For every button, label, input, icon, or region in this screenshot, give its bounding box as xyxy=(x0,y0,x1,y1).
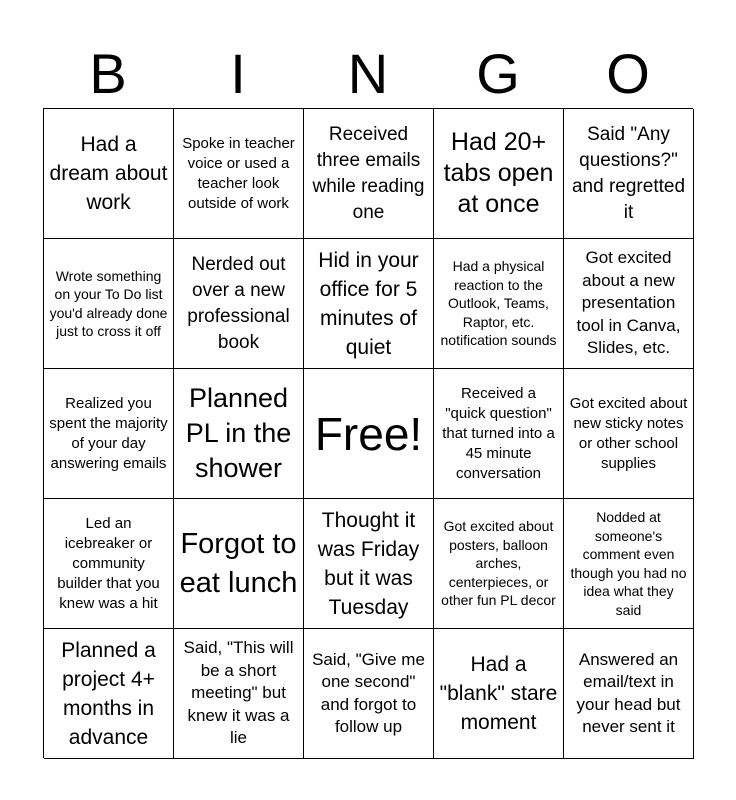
free-space[interactable] xyxy=(304,369,434,499)
cell-text: Said "Any questions?" and regretted it xyxy=(571,123,686,223)
bingo-board xyxy=(43,108,693,758)
bingo-cell[interactable] xyxy=(304,499,434,629)
bingo-cell[interactable] xyxy=(174,499,304,629)
cell-text: Thought it was Friday but it was Tuesday xyxy=(317,508,420,619)
bingo-header xyxy=(43,40,693,108)
bingo-cell[interactable] xyxy=(44,239,174,369)
bingo-cell[interactable] xyxy=(44,369,174,499)
bingo-cell[interactable] xyxy=(564,369,694,499)
cell-text: Had a dream about work xyxy=(49,133,168,214)
header-letter-o: O xyxy=(606,42,650,105)
bingo-cell[interactable] xyxy=(174,109,304,239)
cell-text: Answered an email/text in your head but never sent it xyxy=(576,649,681,736)
cell-text: Hid in your office for 5 minutes of quiet xyxy=(318,248,419,359)
header-letter-g: G xyxy=(476,42,520,105)
bingo-cell[interactable] xyxy=(564,239,694,369)
cell-text: Planned PL in the shower xyxy=(185,383,292,483)
bingo-cell[interactable] xyxy=(434,499,564,629)
bingo-cell[interactable] xyxy=(44,499,174,629)
bingo-cell[interactable] xyxy=(434,369,564,499)
free-space-text: Free! xyxy=(314,407,423,460)
bingo-cell[interactable] xyxy=(304,239,434,369)
bingo-cell[interactable] xyxy=(304,109,434,239)
cell-text: Wrote something on your To Do list you'd already done just to cross it off xyxy=(49,267,168,339)
cell-text: Said, "This will be a short meeting" but knew it was a lie xyxy=(183,638,294,748)
cell-text: Forgot to eat lunch xyxy=(179,527,298,599)
cell-text: Had a physical reaction to the Outlook, Teams, Raptor, etc. notification sounds xyxy=(440,258,557,349)
cell-text: Received a "quick question" that turned into a 45 minute conversation xyxy=(442,384,555,482)
bingo-cell[interactable] xyxy=(564,109,694,239)
cell-text: Had 20+ tabs open at once xyxy=(443,128,554,218)
bingo-cell[interactable] xyxy=(304,629,434,759)
cell-text: Planned a project 4+ months in advance xyxy=(61,638,156,749)
header-letter-i: I xyxy=(230,42,246,105)
cell-text: Realized you spent the majority of your day answering emails xyxy=(49,394,168,472)
bingo-cell[interactable] xyxy=(434,109,564,239)
bingo-cell[interactable] xyxy=(174,629,304,759)
cell-text: Led an icebreaker or community builder that you knew was a hit xyxy=(57,514,160,612)
cell-text: Got excited about a new presentation tool in Canva, Slides, etc. xyxy=(576,248,681,358)
header-letter-b: B xyxy=(89,42,127,105)
bingo-cell[interactable] xyxy=(564,499,694,629)
bingo-cell[interactable] xyxy=(434,239,564,369)
bingo-cell[interactable] xyxy=(174,239,304,369)
cell-text: Received three emails while reading one xyxy=(312,123,425,223)
cell-text: Got excited about new sticky notes or other school supplies xyxy=(569,394,688,472)
cell-text: Had a "blank" stare moment xyxy=(439,653,558,734)
cell-text: Nodded at someone's comment even though you had no idea what they said xyxy=(570,509,687,618)
header-letter-n: N xyxy=(347,42,389,105)
bingo-cell[interactable] xyxy=(44,109,174,239)
cell-text: Nerded out over a new professional book xyxy=(187,253,290,353)
cell-text: Said, "Give me one second" and forgot to follow up xyxy=(312,649,425,736)
bingo-cell[interactable] xyxy=(44,629,174,759)
cell-text: Got excited about posters, balloon arches, centerpieces, or other fun PL decor xyxy=(441,518,556,609)
bingo-cell[interactable] xyxy=(174,369,304,499)
bingo-cell[interactable] xyxy=(434,629,564,759)
cell-text: Spoke in teacher voice or used a teacher look outside of work xyxy=(182,134,295,212)
bingo-cell[interactable] xyxy=(564,629,694,759)
